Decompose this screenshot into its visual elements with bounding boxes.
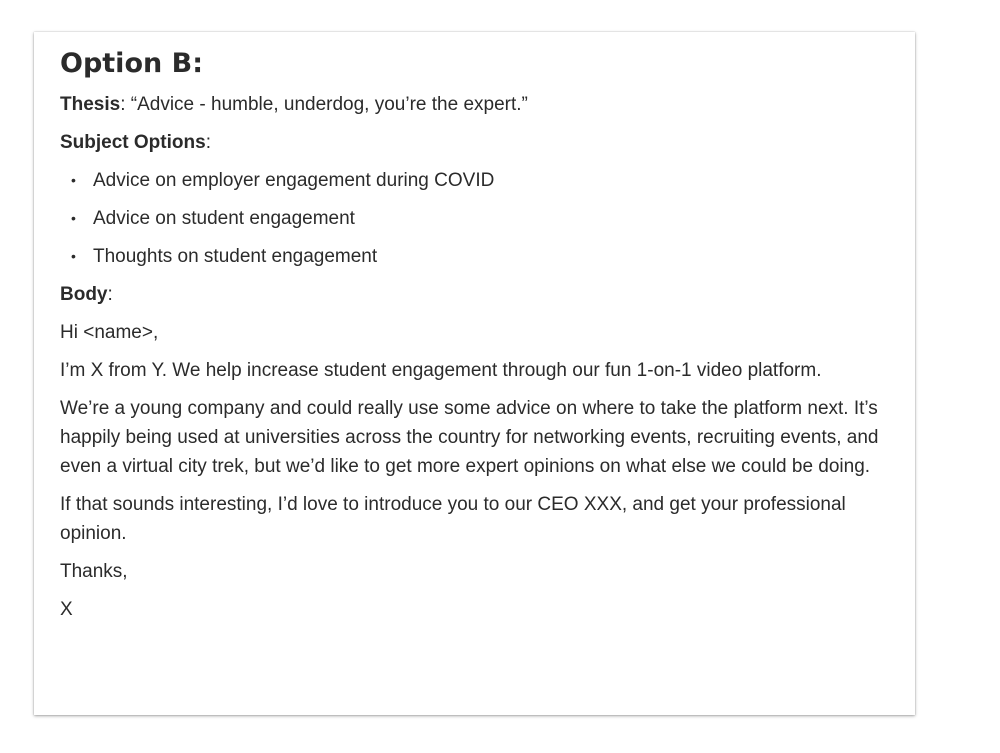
subject-option-text: Advice on employer engagement during COVID (93, 170, 495, 191)
email-paragraph-ask: We’re a young company and could really use some advice on where to take the platform next. It’s happily being used at universities across the country for networking events, recruiting events, and even a virtual city trek, but we’d like to get more expert opinions on what else we could be doing. (60, 398, 879, 477)
thesis-separator: : (120, 94, 126, 115)
thesis-label: Thesis (60, 94, 121, 115)
subject-options-separator: : (205, 132, 211, 153)
list-item (60, 204, 889, 233)
subject-options-label: Subject Options (60, 132, 206, 153)
bullet-icon: • (71, 248, 76, 264)
email-paragraph-cta: If that sounds interesting, I’d love to introduce you to our CEO XXX, and get your professional opinion. (60, 494, 846, 544)
email-closing: Thanks, (60, 561, 128, 582)
list-item (60, 242, 889, 271)
body-label: Body (60, 284, 108, 305)
bullet-icon: • (71, 210, 76, 226)
thesis-text: “Advice - humble, underdog, you’re the expert.” (125, 94, 528, 115)
list-item (60, 166, 889, 195)
body-separator: : (107, 284, 113, 305)
body-heading (60, 280, 889, 309)
email-greeting: Hi <name>, (60, 322, 159, 343)
subject-option-text: Thoughts on student engagement (93, 246, 378, 267)
thesis-line (60, 90, 889, 119)
email-paragraph-intro: I’m X from Y. We help increase student engagement through our fun 1-on-1 video platform. (60, 360, 822, 381)
subject-options-heading (60, 128, 889, 157)
subject-option-text: Advice on student engagement (93, 208, 355, 229)
page-title: Option B: (60, 48, 203, 79)
document-page (34, 32, 915, 715)
email-signature: X (60, 599, 73, 620)
bullet-icon: • (71, 172, 76, 188)
subject-options-list (60, 166, 889, 271)
